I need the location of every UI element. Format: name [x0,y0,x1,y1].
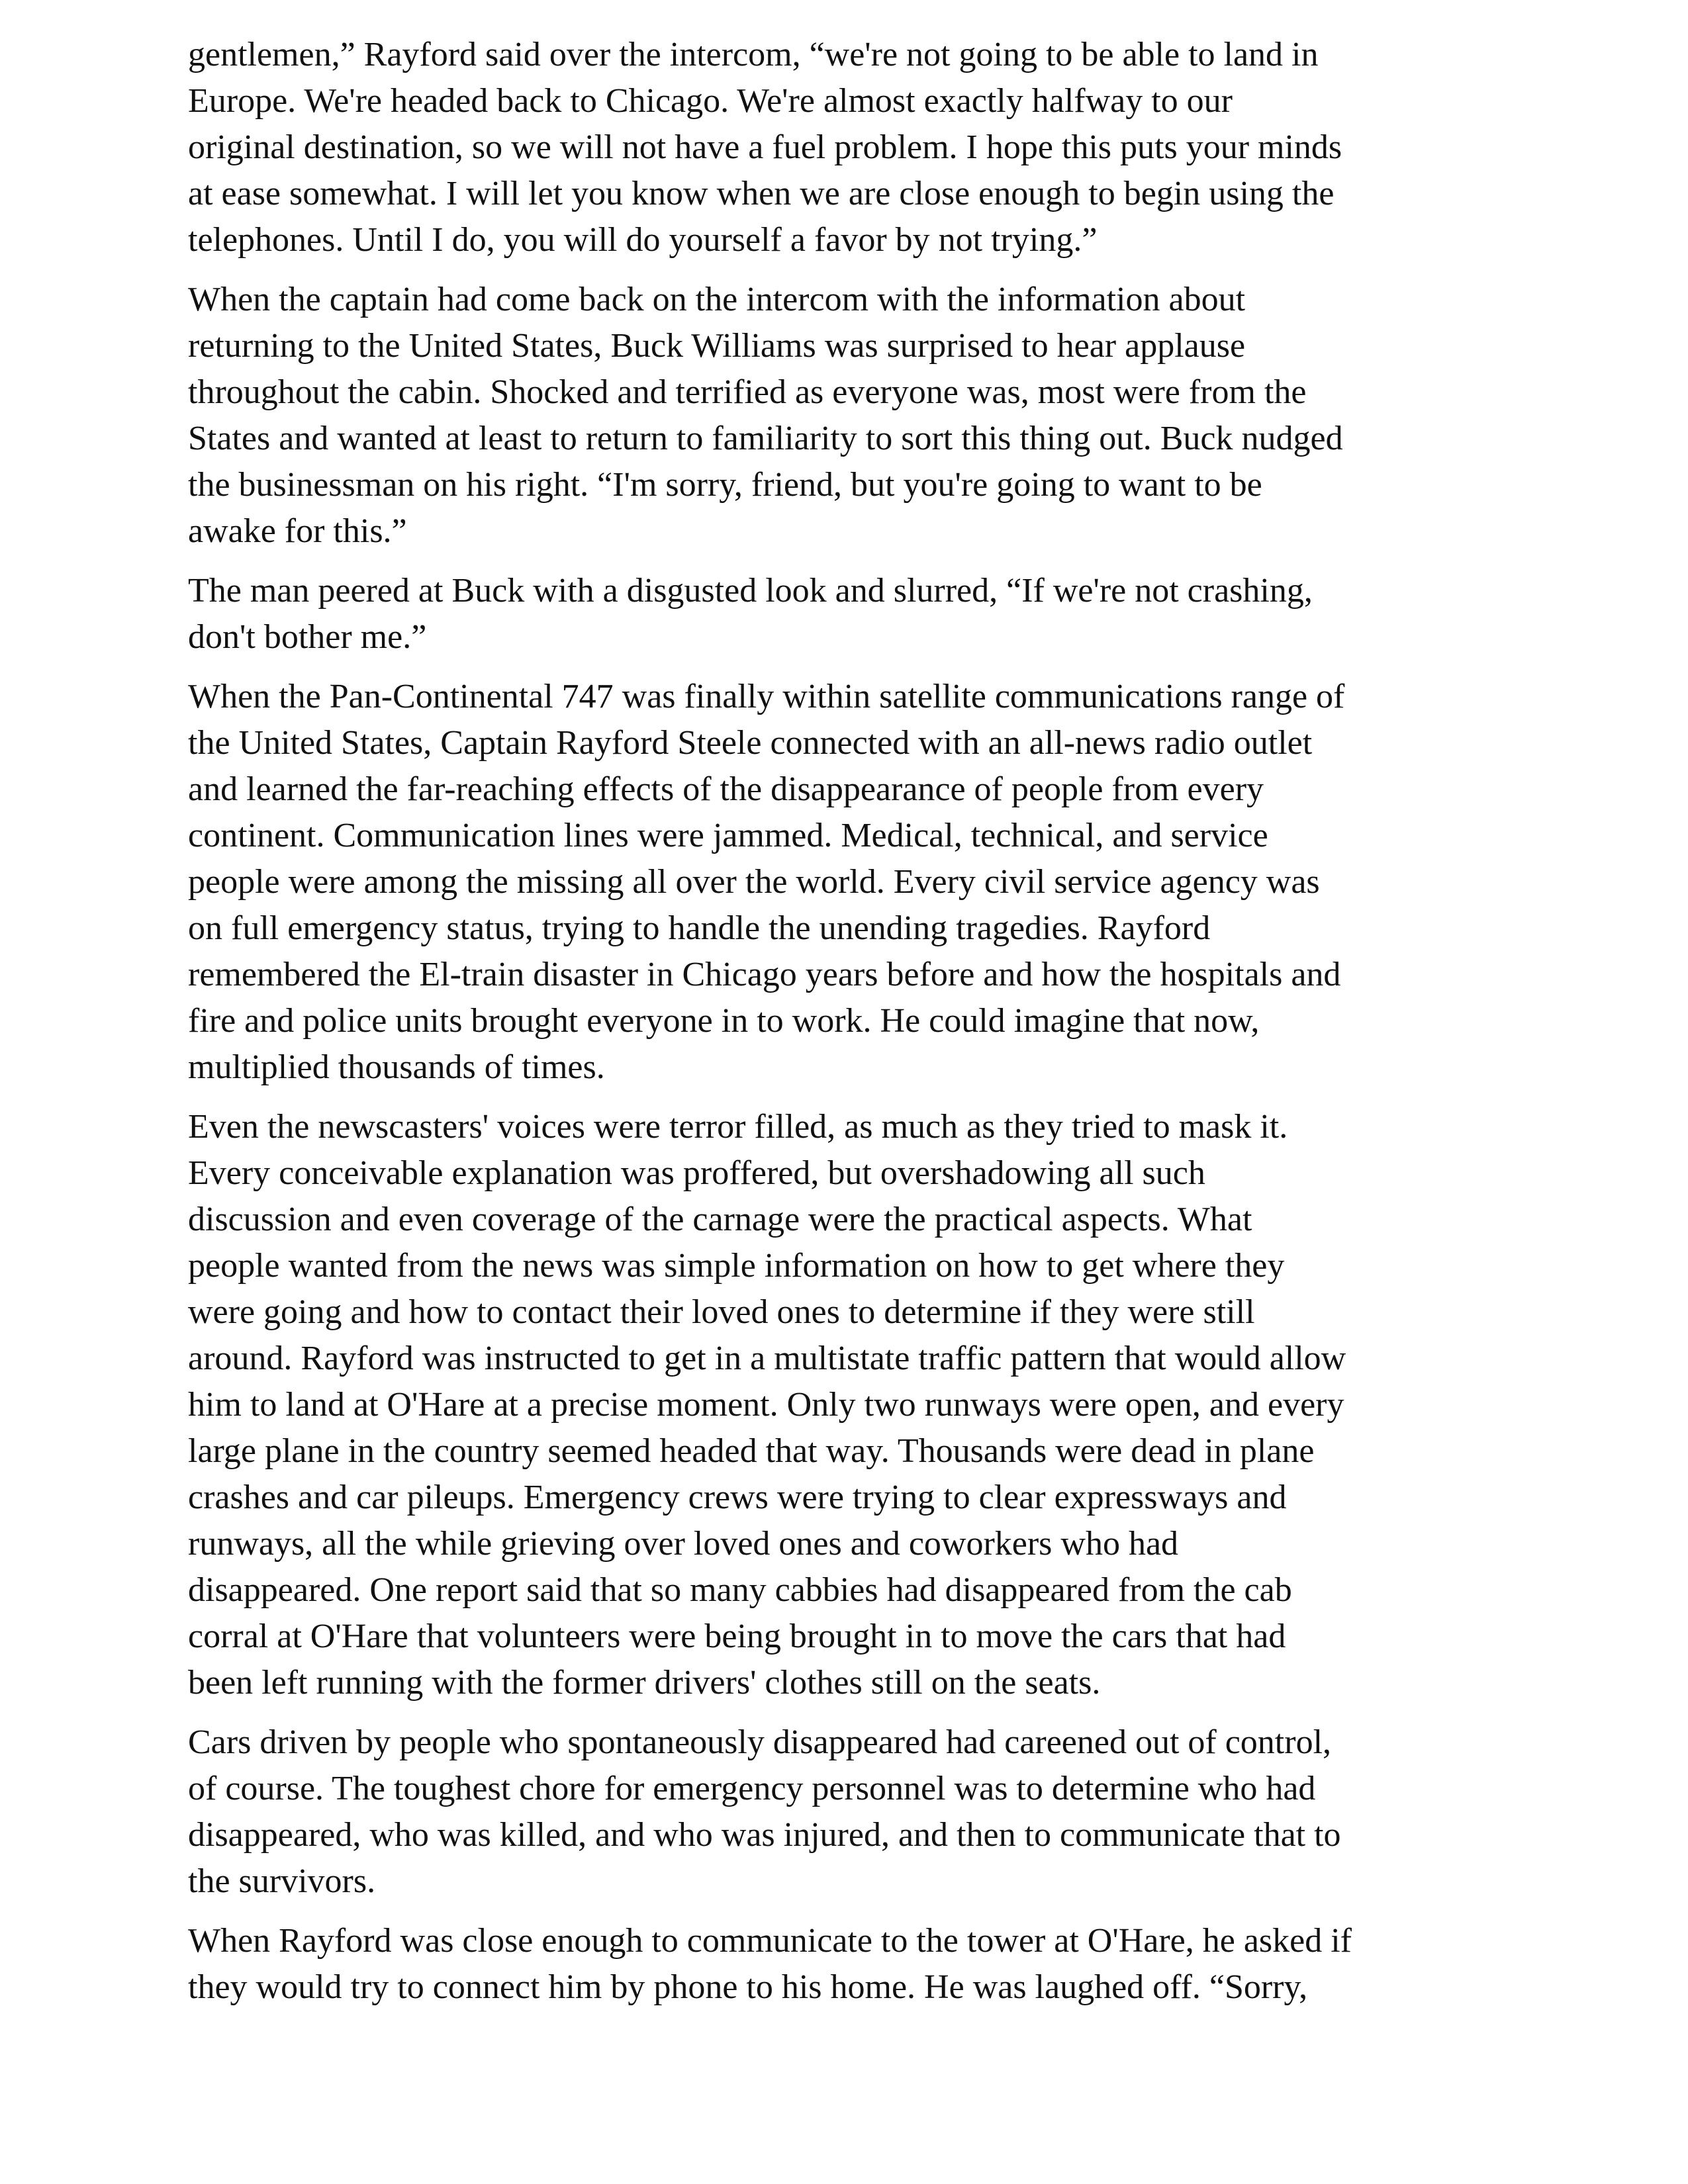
text-line: discussion and even coverage of the carnage were the practical aspects. What [188,1201,1252,1238]
text-line: don't bother me.” [188,618,427,656]
paragraph [188,1104,1512,1706]
text-line: When Rayford was close enough to communicate to the tower at O'Hare, he asked if [188,1922,1352,1960]
text-line: throughout the cabin. Shocked and terrified as everyone was, most were from the [188,373,1307,411]
paragraph [188,1719,1512,1905]
text-line: of course. The toughest chore for emergency personnel was to determine who had [188,1770,1316,1807]
text-line: Even the newscasters' voices were terror filled, as much as they tried to mask it. [188,1108,1288,1146]
text-line: the survivors. [188,1862,376,1900]
text-line: the businessman on his right. “I'm sorry, friend, but you're going to want to be [188,466,1262,504]
text-line: they would try to connect him by phone to his home. He was laughed off. “Sorry, [188,1968,1308,2006]
text-line: States and wanted at least to return to familiarity to sort this thing out. Buck nudged [188,420,1343,457]
paragraph [188,674,1512,1091]
text-line: disappeared, who was killed, and who was injured, and then to communicate that to [188,1816,1341,1854]
text-line: fire and police units brought everyone in to work. He could imagine that now, [188,1002,1260,1040]
text-line: runways, all the while grieving over loved ones and coworkers who had [188,1525,1179,1563]
text-line: crashes and car pileups. Emergency crews were trying to clear expressways and [188,1479,1287,1516]
text-line: been left running with the former drivers' clothes still on the seats. [188,1664,1101,1702]
text-line: Cars driven by people who spontaneously disappeared had careened out of control, [188,1723,1332,1761]
text-line: disappeared. One report said that so many cabbies had disappeared from the cab [188,1571,1292,1609]
text-line: large plane in the country seemed headed that way. Thousands were dead in plane [188,1432,1315,1470]
text-line: remembered the El-train disaster in Chicago years before and how the hospitals and [188,956,1341,993]
text-line: around. Rayford was instructed to get in a multistate traffic pattern that would allow [188,1340,1346,1377]
text-line: him to land at O'Hare at a precise moment. Only two runways were open, and every [188,1386,1344,1424]
text-line: on full emergency status, trying to handle the unending tragedies. Rayford [188,909,1211,947]
text-line: multiplied thousands of times. [188,1048,605,1086]
text-line: and learned the far-reaching effects of the disappearance of people from every [188,770,1264,808]
text-line: were going and how to contact their loved ones to determine if they were still [188,1293,1255,1331]
text-line: Every conceivable explanation was proffered, but overshadowing all such [188,1154,1205,1192]
text-line: the United States, Captain Rayford Steele connected with an all-news radio outlet [188,724,1313,762]
text-line: returning to the United States, Buck Williams was surprised to hear applause [188,327,1246,365]
text-line: gentlemen,” Rayford said over the intercom, “we're not going to be able to land in [188,36,1319,73]
paragraph [188,32,1512,263]
text-line: corral at O'Hare that volunteers were being brought in to move the cars that had [188,1617,1286,1655]
text-line: awake for this.” [188,512,407,550]
paragraph [188,568,1512,660]
text-line: Europe. We're headed back to Chicago. We're almost exactly halfway to our [188,82,1233,120]
text-line: at ease somewhat. I will let you know when we are close enough to begin using the [188,175,1335,212]
paragraph [188,277,1512,555]
text-line: continent. Communication lines were jammed. Medical, technical, and service [188,817,1268,854]
text-line: telephones. Until I do, you will do yourself a favor by not trying.” [188,221,1098,259]
text-line: original destination, so we will not have a fuel problem. I hope this puts your minds [188,128,1342,166]
text-line: When the captain had come back on the intercom with the information about [188,281,1246,318]
text-line: people were among the missing all over the world. Every civil service agency was [188,863,1320,901]
paragraph [188,1918,1512,2011]
text-line: When the Pan-Continental 747 was finally within satellite communications range of [188,678,1345,715]
text-line: The man peered at Buck with a disgusted look and slurred, “If we're not crashing, [188,572,1313,610]
text-line: people wanted from the news was simple information on how to get where they [188,1247,1285,1285]
body-text [188,32,1512,2024]
